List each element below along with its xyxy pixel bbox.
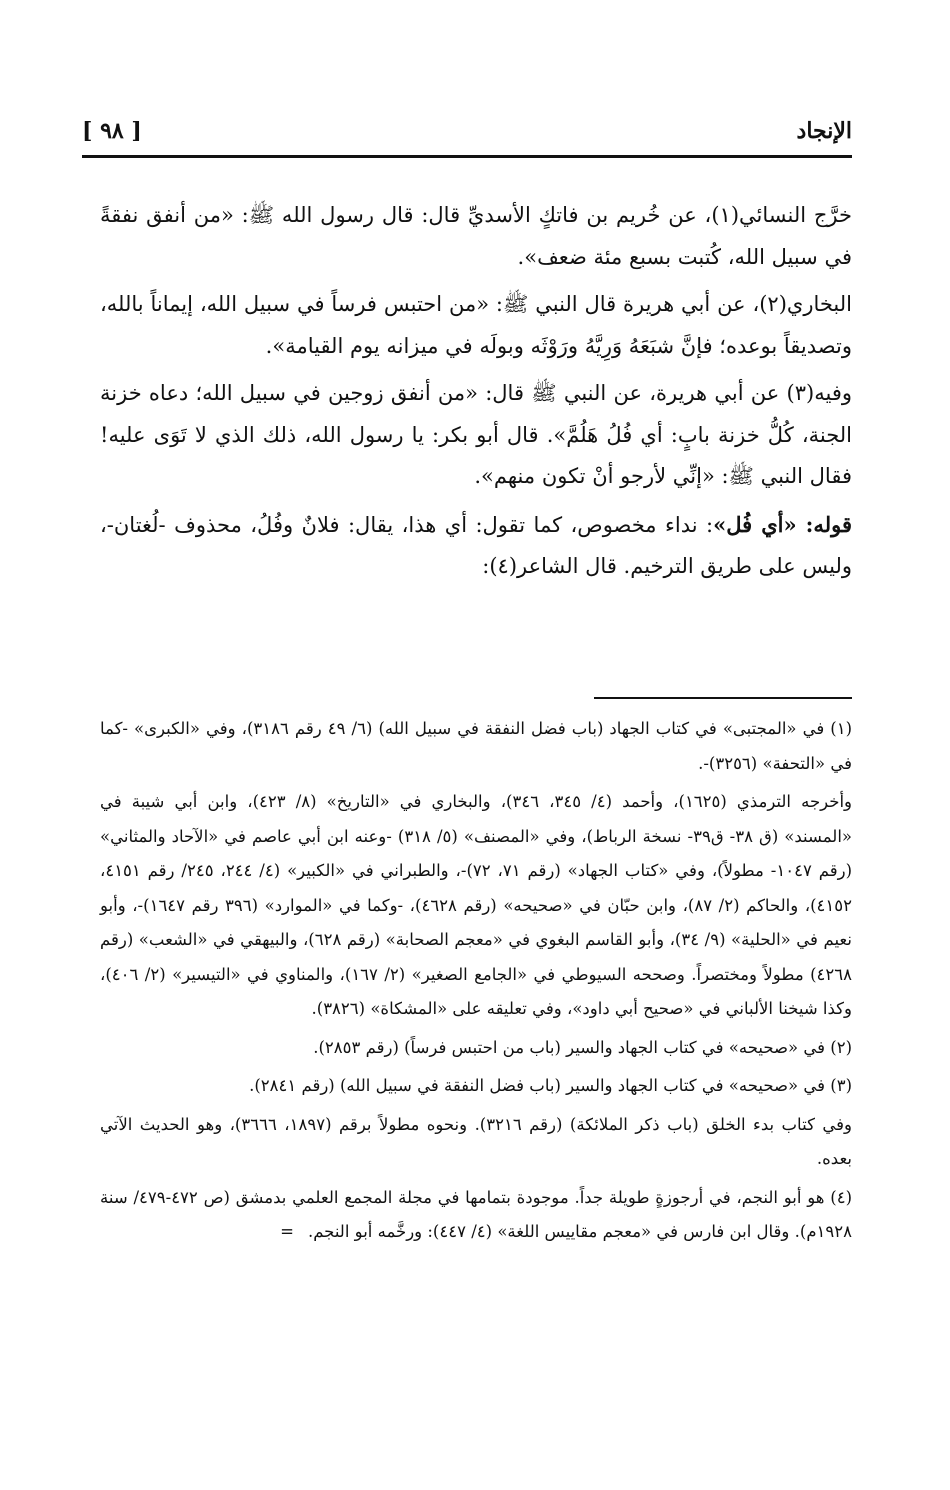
continuation-mark: = xyxy=(280,1222,294,1241)
running-title: الإنجاد xyxy=(796,118,852,144)
header-rule xyxy=(82,155,852,158)
footnote-4-text: (٤) هو أبو النجم، في أرجوزةٍ طويلة جداً. موجودة بتمامها في مجلة المجمع العلمي بدمشق (ص ٤٧٢-٤٧٩/ سنة ١٩٢٨م). وقال ابن فارس في «معجم مقاييس اللغة» (٤/ ٤٤٧): ورخَّمه أبو النجم. xyxy=(100,1187,852,1241)
footnote-4 xyxy=(100,1181,852,1250)
paragraph-nasai: خرَّج النسائي(١)، عن خُريم بن فاتكٍ الأسديِّ قال: قال رسول الله ﷺ: «من أنفق نفقةً في سبيل الله، كُتبت بسبع مئة ضعف». xyxy=(100,203,852,269)
paragraph-commentary xyxy=(100,504,852,588)
footnote-1-continued: وأخرجه الترمذي (١٦٢٥)، وأحمد (٤/ ٣٤٥، ٣٤٦)، والبخاري في «التاريخ» (٨/ ٤٢٣)، وابن أبي شيبة في «المسند» (ق ٣٨- ق٣٩- نسخة الرباط)، وفي «المصنف» (٥/ ٣١٨) -وعنه ابن أبي عاصم في «الآحاد والمثاني» (رقم ١٠٤٧- مطولاً)، وفي «كتاب الجهاد» (رقم ٧١، ٧٢)-، والطبراني في «الكبير» (٤/ ٢٤٤، ٢٤٥/ رقم ٤١٥١، ٤١٥٢)، والحاكم (٢/ ٨٧)، وابن حبّان في «صحيحه» (رقم ٤٦٢٨)، -وكما في «الموارد» (٣٩٦ رقم ١٦٤٧)-، وأبو نعيم في «الحلية» (٩/ ٣٤)، وأبو القاسم البغوي في «معجم الصحابة» (رقم ٦٢٨)، والبيهقي في «الشعب» (رقم ٤٢٦٨) مطولاً ومختصراً. وصححه السيوطي في «الجامع الصغير» (٢/ ١٦٧)، والمناوي في «التيسير» (٢/ ٤٠٦)، وكذا شيخنا الألباني في «صحيح أبي داود»، وفي تعليقه على «المشكاة» (٣٨٢٦). xyxy=(100,792,853,1018)
footnote-3-continued: وفي كتاب بدء الخلق (باب ذكر الملائكة) (رقم ٣٢١٦). ونحوه مطولاً برقم (١٨٩٧، ٣٦٦٦)، وهو الحديث الآتي بعده. xyxy=(100,1114,852,1168)
commentary-text: : نداء مخصوص، كما تقول: أي هذا، يقال: فلانٌ وفُلُ، محذوف -لُغتان-، وليس على طريق الترخيم. قال الشاعر(٤): xyxy=(100,512,852,578)
footnote-separator xyxy=(594,697,852,699)
commentary-lead: قوله: «أي فُل» xyxy=(713,511,852,537)
footnote-1: (١) في «المجتبى» في كتاب الجهاد (باب فضل النفقة في سبيل الله) (٦/ ٤٩ رقم ٣١٨٦)، وفي «الكبرى» -كما في «التحفة» (٣٢٥٦)-. xyxy=(100,719,852,773)
footnote-3: (٣) في «صحيحه» في كتاب الجهاد والسير (باب فضل النفقة في سبيل الله) (رقم ٢٨٤١). xyxy=(249,1076,852,1095)
main-text xyxy=(100,195,852,594)
paragraph-bukhari-horse: البخاري(٢)، عن أبي هريرة قال النبي ﷺ: «من احتبس فرساً في سبيل الله، إيماناً بالله، وتصديقاً بوعده؛ فإنَّ شبَعَهُ وَرِيَّهُ ورَوْثَه وبولَه في ميزانه يوم القيامة». xyxy=(100,292,852,358)
paragraph-two-pairs: وفيه(٣) عن أبي هريرة، عن النبي ﷺ قال: «من أنفق زوجين في سبيل الله؛ دعاه خزنة الجنة، كُلُّ خزنة بابٍ: أي فُلُ هَلُمَّ». قال أبو بكر: يا رسول الله، ذلك الذي لا تَوَى عليه! فقال النبي ﷺ: «إنِّي لأرجو أنْ تكون منهم». xyxy=(100,381,852,488)
page-header xyxy=(82,118,852,158)
footnote-2: (٢) في «صحيحه» في كتاب الجهاد والسير (باب من احتبس فرساً) (رقم ٢٨٥٣). xyxy=(313,1037,852,1057)
page-number: [ ٩٨ ] xyxy=(82,118,142,144)
footnotes xyxy=(100,712,852,1254)
